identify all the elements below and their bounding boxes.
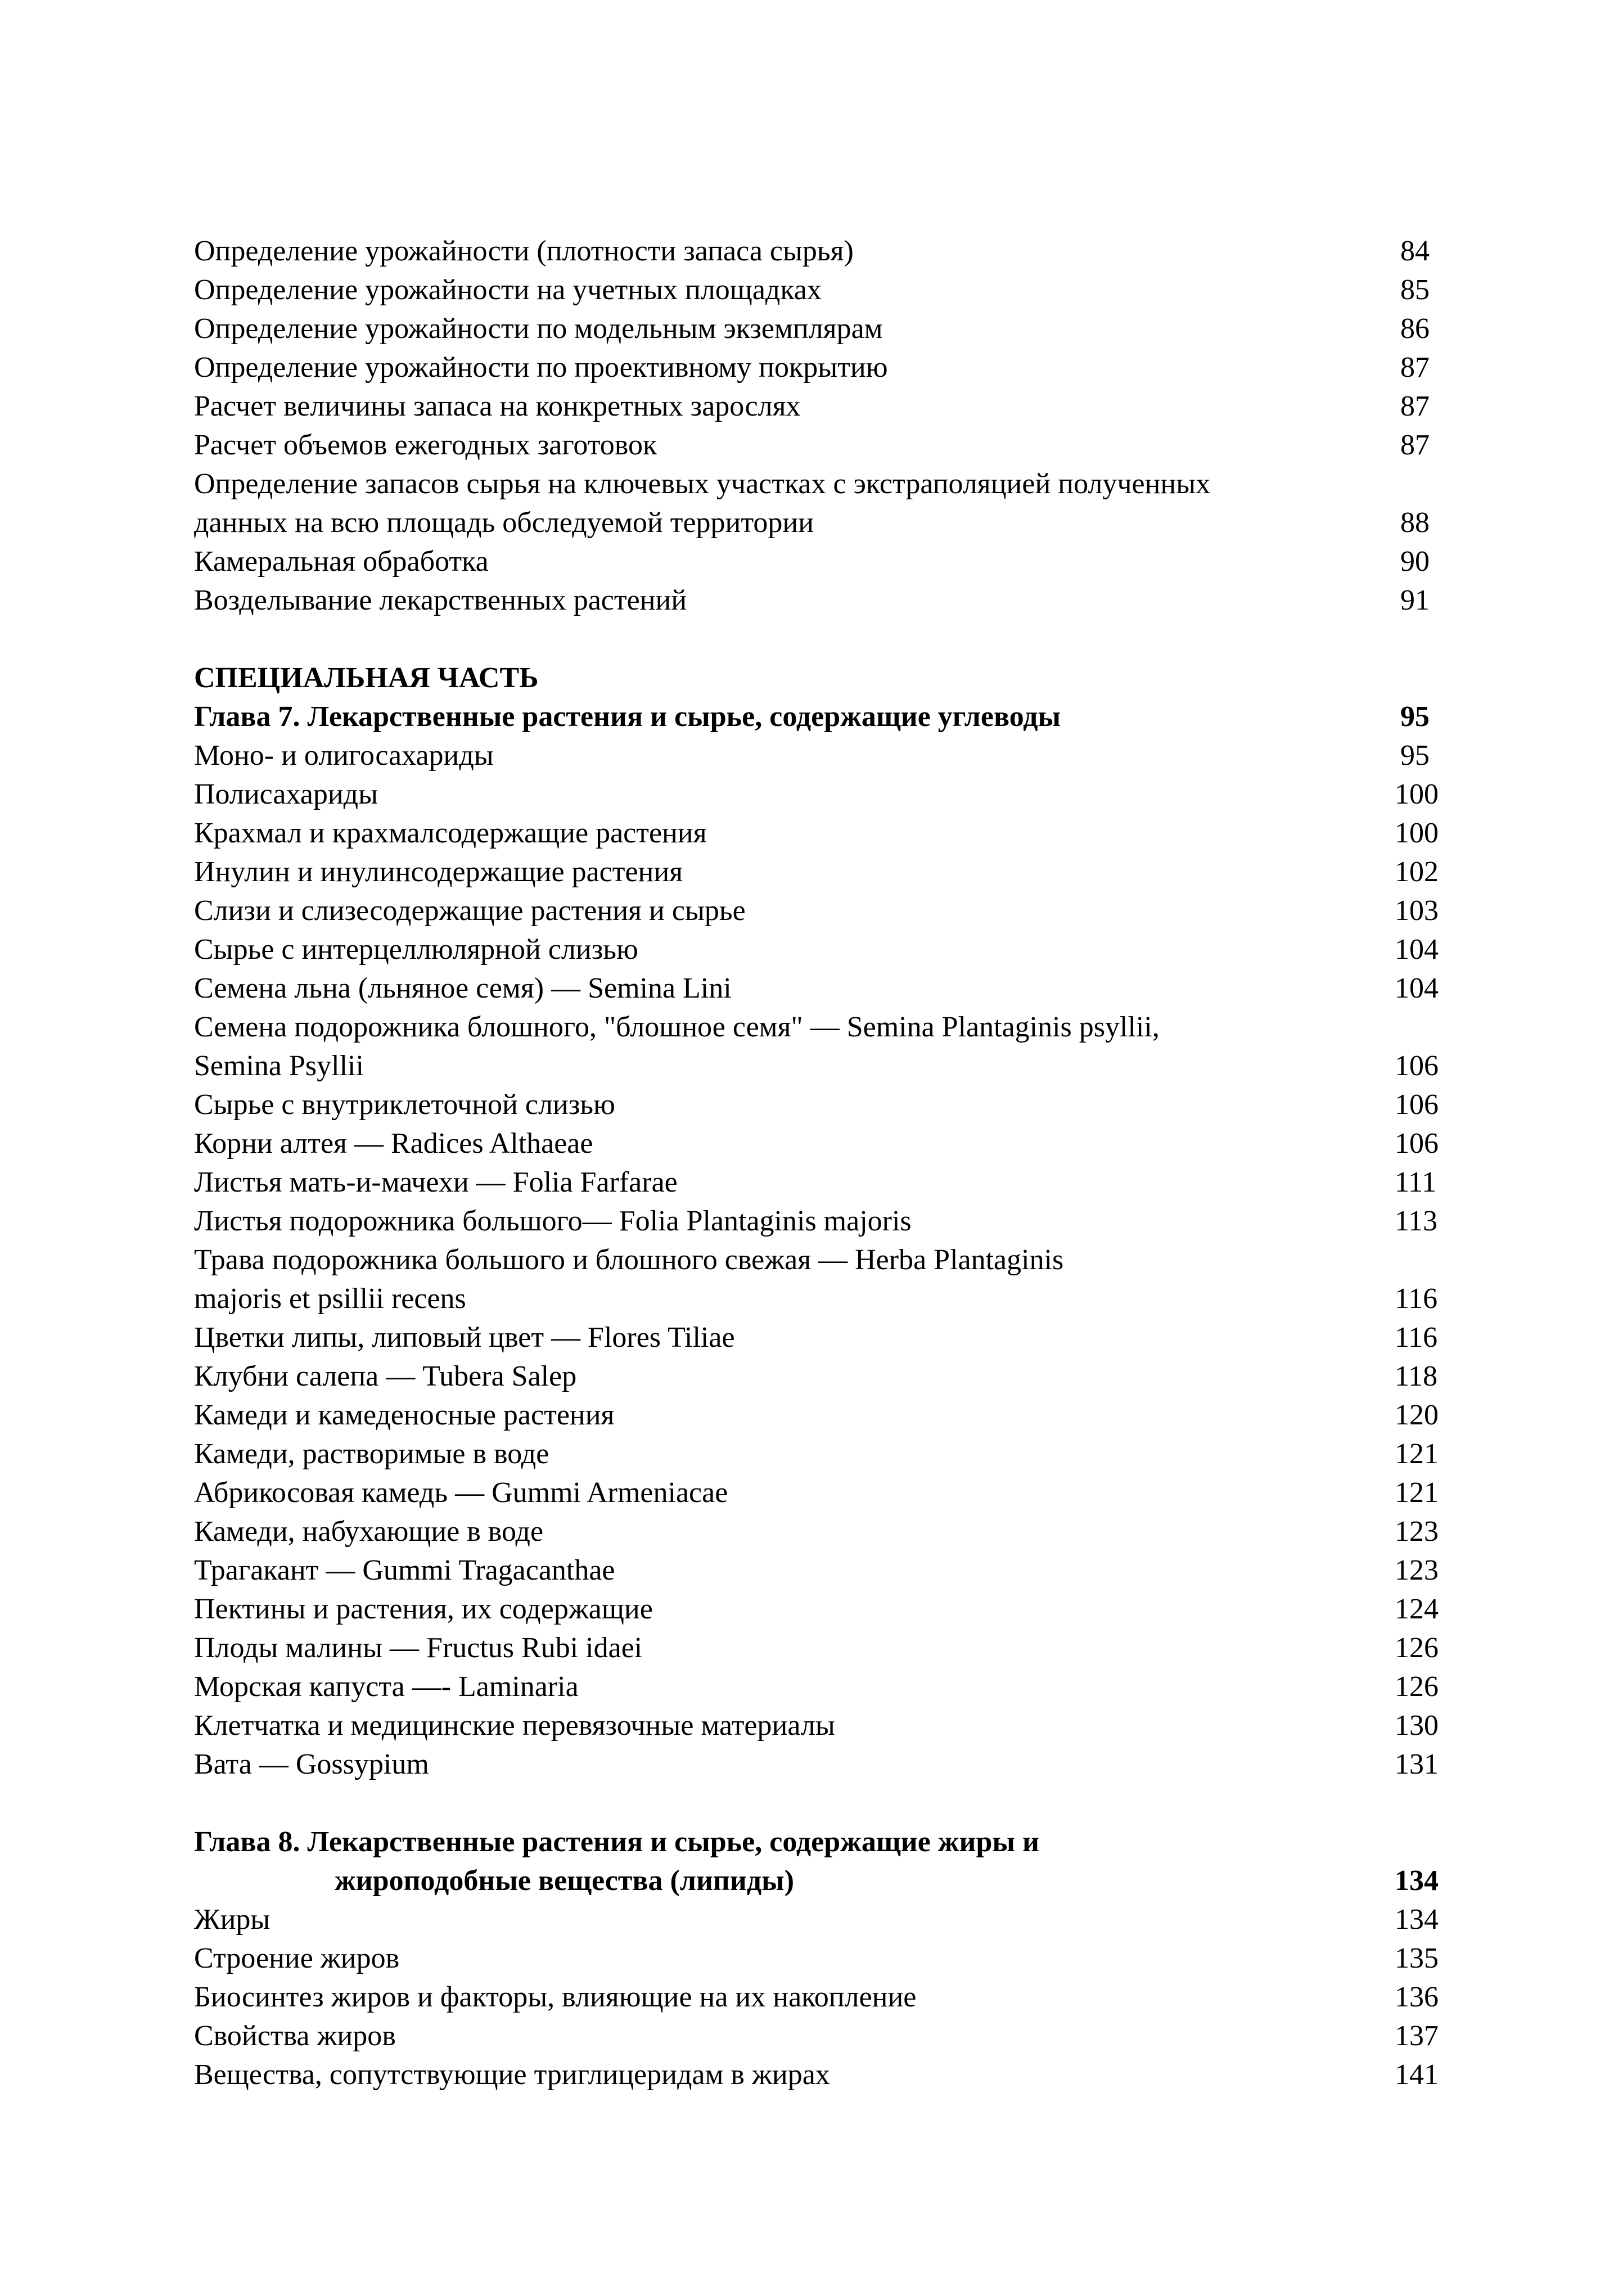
toc-entry-page: 137: [1395, 2020, 1439, 2052]
chapter-page: 95: [1400, 701, 1430, 733]
toc-entry: [194, 1706, 1465, 1745]
toc-entry: [194, 2055, 1465, 2094]
toc-entry: [194, 1396, 1465, 1435]
toc-entry: [194, 1745, 1465, 1784]
toc-entry-title: Вата — Gossypium: [194, 1748, 429, 1780]
toc-entry-page: 126: [1395, 1671, 1439, 1703]
toc-entry-page: 87: [1400, 390, 1430, 422]
toc-entry: [194, 930, 1465, 969]
toc-entry-title: Камеральная обработка: [194, 545, 489, 578]
toc-entry-title: Вещества, сопутствующие триглицеридам в жирах: [194, 2059, 830, 2091]
toc-entry-title: Определение урожайности по модельным экземплярам: [194, 313, 883, 345]
toc-entry-page: 118: [1395, 1360, 1438, 1392]
toc-entry-page: 141: [1395, 2059, 1439, 2091]
toc-entry-title: Сырье с внутриклеточной слизью: [194, 1089, 615, 1121]
toc-entry: [194, 581, 1465, 620]
toc-entry: [194, 1008, 1465, 1046]
toc-entry: [194, 1046, 1465, 1085]
toc-entry-title: Клубни салепа — Tubera Salep: [194, 1360, 577, 1392]
toc-entry-title: Камеди и камеденосные растения: [194, 1399, 615, 1431]
toc-entry: [194, 1900, 1465, 1939]
toc-entry-page: 111: [1395, 1166, 1437, 1198]
toc-entry-title: Пектины и растения, их содержащие: [194, 1593, 653, 1625]
toc-entry-page: 106: [1395, 1050, 1439, 1082]
toc-entry-page: 121: [1395, 1477, 1439, 1509]
toc-entry-title: Плоды малины — Fructus Rubi idaei: [194, 1632, 643, 1664]
toc-entry: [194, 1629, 1465, 1667]
toc-entry-title: Определение запасов сырья на ключевых участках с экстраполяцией полученных: [194, 468, 1211, 500]
toc-entry-page: 136: [1395, 1981, 1439, 2013]
toc-entry-page: 100: [1395, 778, 1439, 810]
toc-entry: [194, 969, 1465, 1008]
toc-entry-title: Строение жиров: [194, 1942, 400, 1974]
toc-entry-title: Слизи и слизесодержащие растения и сырье: [194, 895, 746, 927]
toc-entry-title: Листья подорожника большого— Folia Plantaginis majoris: [194, 1205, 912, 1237]
toc-entry: [194, 1939, 1465, 1978]
toc-entry: [194, 348, 1465, 387]
toc-entry-title: Трава подорожника большого и блошного свежая — Herba Plantaginis: [194, 1244, 1064, 1276]
toc-entry-title: Камеди, набухающие в воде: [194, 1515, 544, 1548]
toc-entry-title: Крахмал и крахмалсодержащие растения: [194, 817, 707, 849]
toc-entry: [194, 891, 1465, 930]
toc-entry-page: 131: [1395, 1748, 1439, 1780]
toc-entry-page: 95: [1400, 739, 1430, 772]
toc-entry-page: 124: [1395, 1593, 1439, 1625]
toc-entry-page: 106: [1395, 1089, 1439, 1121]
toc-entry: [194, 1512, 1465, 1551]
toc-entry-page: 123: [1395, 1554, 1439, 1586]
toc-entry-page: 135: [1395, 1942, 1439, 1974]
toc-entry-title: Корни алтея — Radices Althaeae: [194, 1127, 593, 1160]
toc-entry-page: 88: [1400, 507, 1430, 539]
toc-entry-page: 134: [1395, 1903, 1439, 1936]
toc-entry-page: 104: [1395, 933, 1439, 966]
toc-entry-title: Расчет величины запаса на конкретных зарослях: [194, 390, 801, 422]
table-of-contents: [194, 232, 1465, 2094]
toc-entry-page: 85: [1400, 274, 1430, 306]
toc-entry: [194, 1163, 1465, 1202]
toc-entry-page: 102: [1395, 856, 1439, 888]
chapter-title: жироподобные вещества (липиды): [335, 1865, 795, 1897]
spacer: [194, 620, 1465, 658]
toc-entry-page: 113: [1395, 1205, 1438, 1237]
toc-entry: [194, 1473, 1465, 1512]
toc-entry: [194, 1085, 1465, 1124]
toc-entry-title: Трагакант — Gummi Tragacanthae: [194, 1554, 615, 1586]
toc-entry-title: Цветки липы, липовый цвет — Flores Tiliae: [194, 1321, 735, 1354]
toc-entry-title: Свойства жиров: [194, 2020, 396, 2052]
toc-entry-title: Инулин и инулинсодержащие растения: [194, 856, 683, 888]
toc-entry: [194, 1241, 1465, 1279]
toc-entry-title: Морская капуста —- Laminaria: [194, 1671, 579, 1703]
toc-entry-page: 116: [1395, 1283, 1438, 1315]
toc-entry: [194, 387, 1465, 426]
section-heading-title: СПЕЦИАЛЬНАЯ ЧАСТЬ: [194, 662, 539, 694]
chapter-title: Глава 8. Лекарственные растения и сырье, содержащие жиры и: [194, 1826, 1039, 1858]
toc-entry: [194, 814, 1465, 852]
toc-entry: [194, 1318, 1465, 1357]
toc-entry-page: 84: [1400, 235, 1430, 267]
toc-entry-page: 121: [1395, 1438, 1439, 1470]
toc-entry-page: 130: [1395, 1709, 1439, 1742]
chapter-heading-continued: [194, 1861, 1465, 1900]
toc-entry: [194, 232, 1465, 270]
toc-entry-title: Камеди, растворимые в воде: [194, 1438, 549, 1470]
toc-entry-page: 87: [1400, 351, 1430, 384]
toc-entry-title: Определение урожайности (плотности запаса сырья): [194, 235, 854, 267]
toc-entry: [194, 309, 1465, 348]
chapter-heading: [194, 697, 1465, 736]
toc-entry-page: 100: [1395, 817, 1439, 849]
toc-entry-title: Абрикосовая камедь — Gummi Armeniacae: [194, 1477, 728, 1509]
toc-entry: [194, 2017, 1465, 2055]
toc-entry: [194, 1978, 1465, 2017]
toc-entry-page: 87: [1400, 429, 1430, 461]
toc-entry-page: 126: [1395, 1632, 1439, 1664]
toc-entry: [194, 1124, 1465, 1163]
toc-entry-page: 103: [1395, 895, 1439, 927]
toc-entry: [194, 1590, 1465, 1629]
toc-entry-title: Семена льна (льняное семя) — Semina Lini: [194, 972, 732, 1004]
spacer: [194, 1784, 1465, 1823]
toc-entry: [194, 270, 1465, 309]
toc-entry-title: Определение урожайности по проективному покрытию: [194, 351, 888, 384]
toc-entry: [194, 1435, 1465, 1473]
toc-entry-title: Возделывание лекарственных растений: [194, 584, 687, 616]
toc-entry-title: Моно- и олигосахариды: [194, 739, 494, 772]
toc-entry-title: Расчет объемов ежегодных заготовок: [194, 429, 657, 461]
toc-entry: [194, 1551, 1465, 1590]
toc-entry-title: данных на всю площадь обследуемой территории: [194, 507, 814, 539]
toc-entry: [194, 1202, 1465, 1241]
toc-entry: [194, 1279, 1465, 1318]
toc-entry: [194, 503, 1465, 542]
toc-entry: [194, 1357, 1465, 1396]
chapter-heading: [194, 1823, 1465, 1861]
toc-entry-title: Сырье с интерцеллюлярной слизью: [194, 933, 638, 966]
toc-entry-page: 90: [1400, 545, 1430, 578]
toc-entry: [194, 542, 1465, 581]
chapter-page: 134: [1395, 1865, 1439, 1897]
toc-entry-title: Семена подорожника блошного, "блошное семя" — Semina Plantaginis psyllii,: [194, 1011, 1160, 1043]
chapter-title: Глава 7. Лекарственные растения и сырье, содержащие углеводы: [194, 701, 1061, 733]
toc-entry-title: Листья мать-и-мачехи — Folia Farfarae: [194, 1166, 678, 1198]
toc-entry-page: 86: [1400, 313, 1430, 345]
toc-entry-page: 106: [1395, 1127, 1439, 1160]
toc-entry-page: 91: [1400, 584, 1430, 616]
toc-entry: [194, 736, 1465, 775]
toc-entry-page: 116: [1395, 1321, 1438, 1354]
toc-entry: [194, 852, 1465, 891]
toc-entry-title: Semina Psyllii: [194, 1050, 364, 1082]
toc-entry-title: Определение урожайности на учетных площадках: [194, 274, 822, 306]
section-heading: [194, 658, 1465, 697]
toc-entry-title: Клетчатка и медицинские перевязочные материалы: [194, 1709, 835, 1742]
toc-entry: [194, 464, 1465, 503]
toc-entry-page: 120: [1395, 1399, 1439, 1431]
toc-entry-title: Жиры: [194, 1903, 270, 1936]
toc-entry-page: 104: [1395, 972, 1439, 1004]
toc-entry-page: 123: [1395, 1515, 1439, 1548]
toc-entry-title: Полисахариды: [194, 778, 378, 810]
toc-entry-title: majoris et psillii recens: [194, 1283, 466, 1315]
toc-entry: [194, 426, 1465, 464]
toc-entry: [194, 775, 1465, 814]
toc-entry: [194, 1667, 1465, 1706]
toc-entry-title: Биосинтез жиров и факторы, влияющие на их накопление: [194, 1981, 917, 2013]
